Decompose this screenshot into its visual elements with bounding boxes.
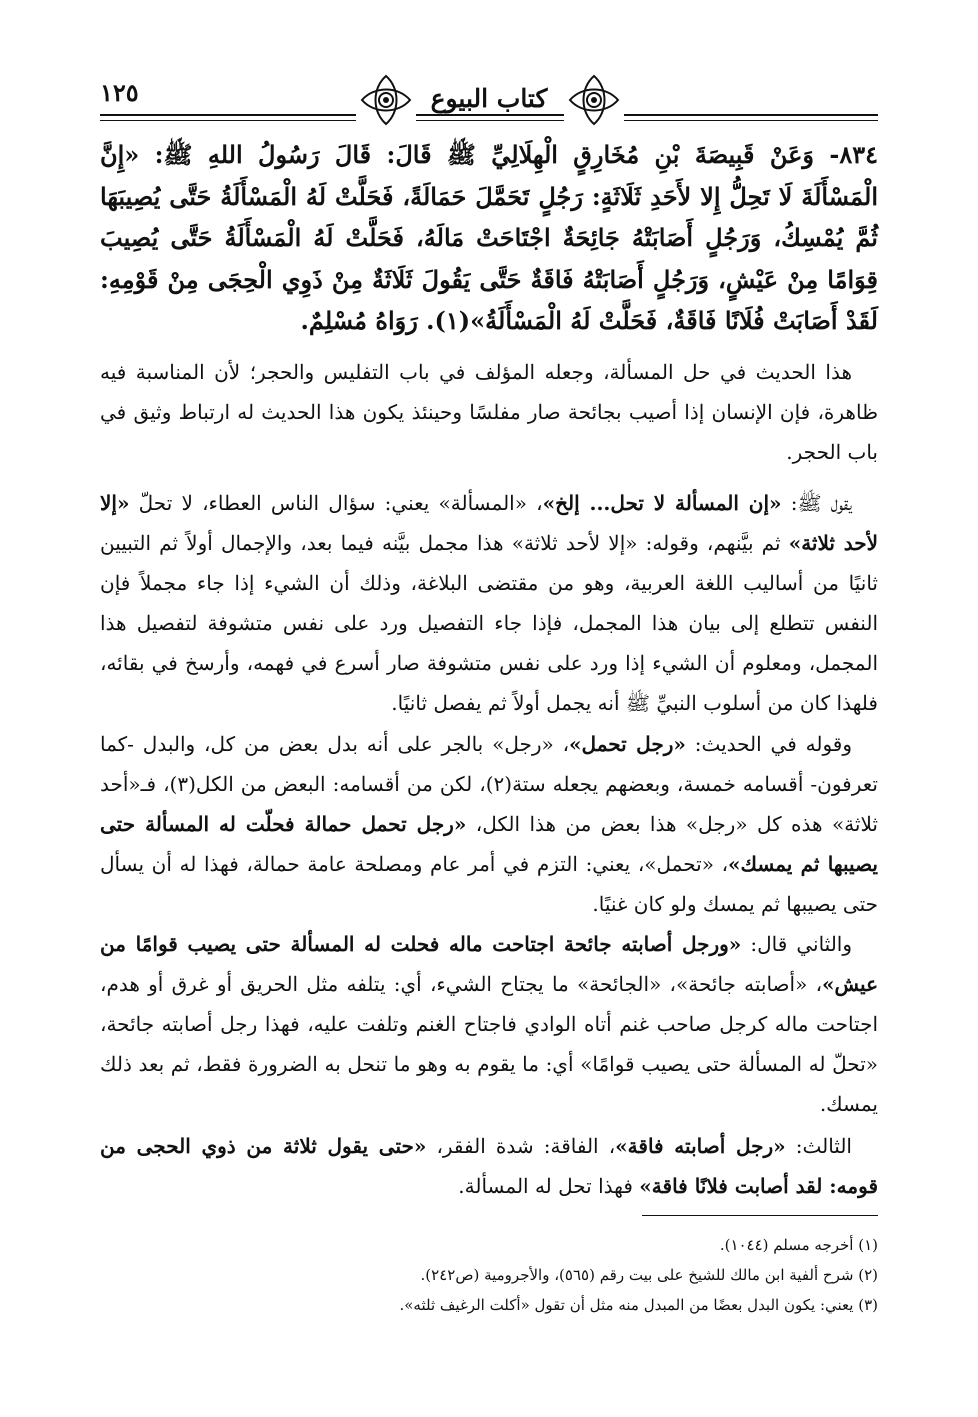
text-run: الثالث: — [785, 1134, 852, 1158]
chapter-title: كتاب البيوع — [430, 84, 548, 113]
hadith-text: ٨٣٤- وَعَنْ قَبِيصَةَ بْنِ مُخَارِقٍ الْهِلَالِيِّ ﷺ قَالَ: قَالَ رَسُولُ اللهِ ﷺ: «إِنَّ الْمَسْأَلَةَ لَا تَحِلُّ إِلا لأَحَدِ ثَلَاثَةٍ: رَجُلٍ تَحَمَّلَ حَمَالَةً، فَحَلَّتْ لَهُ الْمَسْأَلَةُ حَتَّى يُصِيبَهَا ثُمَّ يُمْسِكُ، وَرَجُلٍ أَصَابَتْهُ جَائِحَةٌ اجْتَاحَتْ مَالَهُ، فَحَلَّتْ لَهُ الْمَسْأَلَةُ حَتَّى يُصِيبَ قِوَامًا مِنْ عَيْشٍ، وَرَجُلٍ أَصَابَتْهُ فَاقَةٌ حَتَّى يَقُولَ ثَلَاثَةٌ مِنْ ذَوِي الْحِجَى مِنْ قَوْمِهِ: لَقَدْ أَصَابَتْ فُلَانًا فَاقَةٌ، فَحَلَّتْ لَهُ الْمَسْأَلَةُ»(١). رَوَاهُ مُسْلِمٌ. — [100, 140, 879, 335]
text-run: ، «تحمل»، يعني: التزم في أمر عام ومصلحة عامة حمالة، فهذا له أن يسأل حتى يصيبها ثم يمسك ولو كان غنيًا. — [100, 852, 878, 916]
header-rule — [100, 114, 878, 121]
paragraph-text: هذا الحديث في حل المسألة، وجعله المؤلف في باب التفليس والحجر؛ لأن المناسبة فيه ظاهرة، فإن الإنسان إذا أصيب بجائحة صار مفلسًا وحينئذ يكون هذا الحديث له ارتباط وثيق في باب الحجر. — [100, 360, 878, 464]
footnote: (١) أخرجه مسلم (١٠٤٤). — [719, 1236, 878, 1254]
bold-quote: «إلا لأحد ثلاثة» — [100, 491, 878, 555]
text-run: يقول ﷺ: — [781, 491, 852, 515]
commentary-paragraph — [100, 483, 878, 723]
bold-quote: «رجل تحمل» — [569, 732, 686, 756]
text-run: فهذا تحل له المسألة. — [458, 1174, 640, 1198]
page-header — [100, 70, 878, 130]
bold-quote: «رجل تحمل حمالة فحلّت له المسألة حتى يصيبها ثم يمسك» — [100, 812, 879, 876]
bold-quote: «ورجل أصابته جائحة اجتاحت ماله فحلت له المسألة حتى يصيب قوامًا من عيش» — [100, 932, 878, 996]
commentary-paragraph — [100, 352, 878, 472]
footnote: (٣) يعني: يكون البدل بعضًا من المبدل منه مثل أن تقول «أكلت الرغيف ثلثه». — [399, 1296, 878, 1314]
footnote: (٢) شرح ألفية ابن مالك للشيخ على بيت رقم (٥٦٥)، والأجرومية (ص٢٤٢). — [420, 1266, 878, 1284]
text-run: ، «أصابته جائحة»، «الجائحة» ما يجتاح الشيء، أي: يتلفه مثل الحريق أو غرق أو هدم، اجتاحت ماله كرجل صاحب غنم أتاه الوادي فاجتاح الغنم وتلفت عليه، فهذا رجل أصابته جائحة، «تحلّ له المسألة حتى يصيب قوامًا» أي: ما يقوم به وهو ما تنحل به الضرورة فقط، ثم بعد ذلك يمسك. — [100, 972, 878, 1116]
bold-quote: «إن المسألة لا تحل... إلخ» — [542, 491, 782, 515]
text-run: ، «رجل» بالجر على أنه بدل بعض من كل، والبدل -كما تعرفون- أقسامه خمسة، وبعضهم يجعله ستة(٢)، لكن من أقسامه: البعض من الكل(٣)، فـ«أحد ثلاثة» هذه كل «رجل» هذا بعض من هذا الكل، — [100, 732, 879, 836]
bold-quote: «رجل أصابته فاقة» — [615, 1134, 786, 1158]
paragraph-text — [100, 924, 878, 1124]
footnote-divider — [642, 1215, 878, 1216]
commentary-paragraph — [100, 724, 878, 924]
bold-quote: «حتى يقول ثلاثة من ذوي الحجى من قومه: لقد أصابت فلانًا فاقة» — [100, 1134, 878, 1198]
text-run: والثاني قال: — [741, 932, 853, 956]
text-run: ، «المسألة» يعني: سؤال الناس العطاء، لا تحلّ — [129, 491, 543, 515]
page-number: ١٢٥ — [100, 78, 170, 107]
ornament-left-icon — [356, 70, 416, 130]
paragraph-text — [100, 483, 878, 723]
paragraph-text — [100, 1126, 878, 1206]
text-run: ثم بيَّنهم، وقوله: «إلا لأحد ثلاثة» هذا مجمل بيَّنه فيما بعد، والإجمال أولاً ثم التبيين ثانيًا من أساليب اللغة العربية، وهو من مقتضى البلاغة، وذلك أن الشيء إذا جاء مجملاً فإن النفس تتطلع إلى بيان هذا المجمل، فإذا جاء التفصيل ورد على نفس متشوفة لتفصيل هذا المجمل، ومعلوم أن الشيء إذا ورد على نفس متشوفة صار أسرع في فهمه، وأرسخ في بقائه، فلهذا كان من أسلوب النبيِّ ﷺ أنه يجمل أولاً ثم يفصل ثانيًا. — [100, 531, 878, 715]
footnotes — [100, 1230, 878, 1320]
ornament-right-icon — [564, 70, 624, 130]
commentary-paragraph — [100, 1126, 878, 1206]
text-run: ، الفاقة: شدة الفقر، — [426, 1134, 616, 1158]
paragraph-text — [100, 724, 878, 924]
text-run: وقوله في الحديث: — [685, 732, 853, 756]
commentary-paragraph — [100, 924, 878, 1124]
